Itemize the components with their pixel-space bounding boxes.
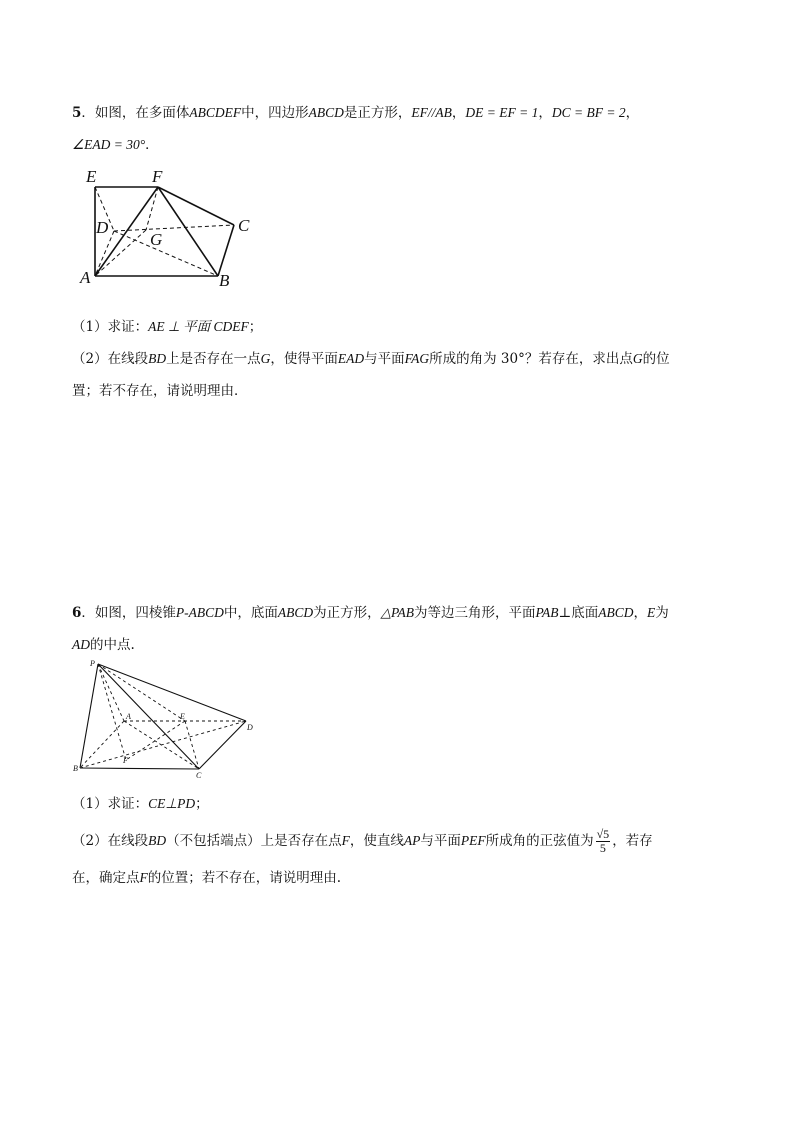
problem5-cond: ∠EAD = 30°: [72, 137, 146, 152]
label-E: E: [86, 167, 97, 186]
q2-text: ，使直线: [349, 833, 404, 849]
problem5-text: 中，四边形: [241, 105, 309, 121]
q2-math: G: [632, 351, 643, 366]
q2-math: F: [139, 870, 148, 885]
q2-math: F: [341, 833, 350, 848]
problem5-text: ．如图，在多面体: [81, 105, 190, 121]
q2-math: FAG: [404, 351, 430, 366]
problem5-stem-line2: [72, 133, 159, 153]
problem5-q2-line1: [72, 347, 670, 367]
problem6-number: 6: [72, 605, 82, 621]
q2-math: AP: [403, 833, 421, 848]
problem5-cond: DC = BF = 2: [551, 105, 626, 120]
problem5-cond: EF//AB: [411, 105, 452, 120]
label-G: G: [150, 230, 163, 249]
q2-text: ，若存: [612, 833, 653, 849]
fraction-sqrt5-over-5: [596, 828, 611, 855]
problem6-math: AD: [72, 637, 90, 652]
label-B: B: [73, 764, 78, 773]
q2-text: 上是否存在一点: [166, 351, 261, 367]
q2-text: 的位置；若不存在，请说明理由.: [147, 870, 342, 886]
q2-math: EAD: [337, 351, 365, 366]
q2-text: 与平面: [364, 351, 405, 367]
problem6-stem-line1: [72, 601, 669, 621]
problem6-math: PAB: [535, 605, 559, 620]
fraction-numerator: √5: [596, 827, 610, 841]
problem5-square: ABCD: [308, 105, 344, 120]
q2-text: （2）在线段: [72, 833, 149, 849]
problem6-q1: [72, 792, 209, 812]
q2-text: 置；若不存在，请说明理由．: [72, 383, 248, 399]
q2-text: ，使得平面: [270, 351, 338, 367]
label-F: F: [152, 167, 163, 186]
q2-text: 的位: [642, 351, 670, 367]
problem5-number: 5: [72, 105, 82, 121]
label-D: D: [247, 723, 253, 732]
label-C: C: [196, 771, 202, 780]
label-A: A: [126, 712, 131, 721]
problem6-math: P-ABCD: [175, 605, 224, 620]
q2-text: 所成角的正弦值为: [485, 833, 594, 849]
label-A: A: [80, 268, 91, 287]
problem6-text: ⊥底面: [558, 605, 599, 621]
problem6-figure: [72, 657, 262, 782]
fraction-denominator: 5: [599, 841, 606, 855]
comma: ，: [451, 105, 466, 121]
label-B: B: [219, 271, 230, 290]
label-E: E: [180, 712, 185, 721]
problem6-math: ABCD: [277, 605, 314, 620]
q2-math: PEF: [460, 833, 486, 848]
problem6-text: 中，底面: [223, 605, 278, 621]
label-C: C: [238, 216, 250, 235]
q2-text: （2）在线段: [72, 351, 149, 367]
problem6-stem-line2: [72, 633, 135, 653]
problem5-text: 是正方形，: [343, 105, 412, 121]
period: ．: [145, 137, 159, 153]
comma: ，: [625, 105, 640, 121]
problem6-math: △PAB: [380, 605, 415, 620]
problem5-stem-line1: [72, 101, 639, 121]
q1-statement: CE⊥PD: [148, 796, 196, 811]
problem6-text: ，: [633, 605, 647, 621]
q2-text: 在，确定点: [72, 870, 140, 886]
problem5-q1: [72, 315, 262, 335]
problem6-text: 的中点.: [90, 637, 135, 653]
problem5-cond: DE = EF = 1: [465, 105, 539, 120]
label-F: F: [123, 756, 128, 765]
problem6-text: ．如图，四棱锥: [81, 605, 176, 621]
q1-suffix: ；: [248, 319, 263, 335]
q2-text: （不包括端点）上是否存在点: [166, 833, 342, 849]
q2-text: 所成的角为 30°？若存在，求出点: [429, 351, 633, 367]
problem5-figure: [76, 165, 276, 290]
label-P: P: [90, 659, 95, 668]
q1-suffix: ；: [195, 796, 209, 812]
q1-statement: AE ⊥ 平面 CDEF: [148, 319, 249, 334]
problem6-math: E: [647, 605, 656, 620]
q2-math: BD: [148, 833, 167, 848]
comma: ，: [538, 105, 552, 121]
q2-math: BD: [148, 351, 167, 366]
q2-text: 与平面: [420, 833, 461, 849]
q2-math: G: [260, 351, 271, 366]
problem6-text: 为等边三角形，平面: [414, 605, 536, 621]
problem6-math: ABCD: [598, 605, 634, 620]
problem5-solid: ABCDEF: [189, 105, 242, 120]
q1-prefix: （1）求证：: [72, 796, 149, 812]
problem6-text: 为: [655, 605, 669, 621]
label-D: D: [96, 218, 109, 237]
q1-prefix: （1）求证：: [72, 319, 149, 335]
problem6-q2-line1: [72, 828, 653, 855]
problem6-text: 为正方形，: [313, 605, 381, 621]
problem5-q2-line2: [72, 379, 248, 399]
problem6-q2-line2: [72, 866, 341, 886]
